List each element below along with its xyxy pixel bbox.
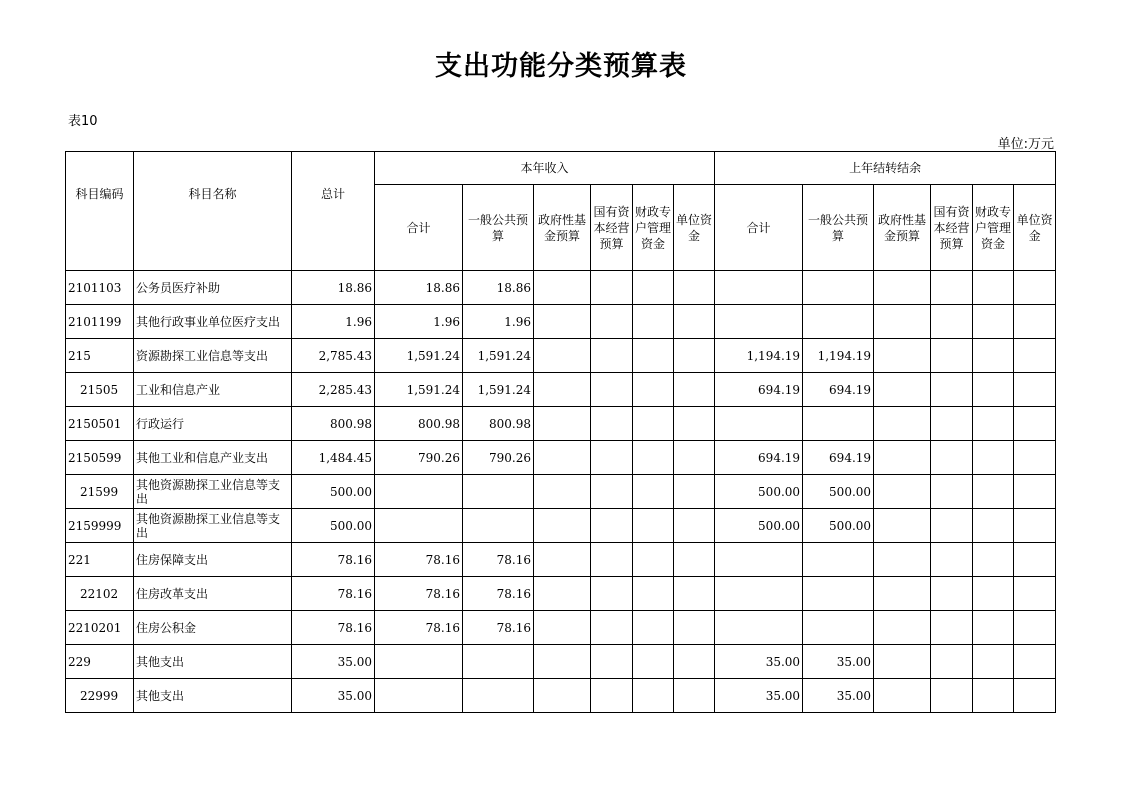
cell-prev-fund xyxy=(874,645,931,679)
cell-total: 78.16 xyxy=(292,543,375,577)
cell-name: 其他支出 xyxy=(134,645,292,679)
table-row xyxy=(66,679,1056,713)
cell-cur-unit-fund xyxy=(674,339,715,373)
table-row xyxy=(66,339,1056,373)
cell-prev-fund xyxy=(874,271,931,305)
cell-prev-unit-fund xyxy=(1014,271,1056,305)
cell-prev-fund xyxy=(874,339,931,373)
cell-code: 21505 xyxy=(66,373,134,407)
cell-name: 其他资源勘探工业信息等支出 xyxy=(134,475,292,509)
cell-prev-state-capital xyxy=(931,679,973,713)
table-row xyxy=(66,611,1056,645)
cell-cur-sum: 1.96 xyxy=(375,305,463,339)
cell-prev-special-fund xyxy=(973,441,1014,475)
cell-code: 2150501 xyxy=(66,407,134,441)
header-cur-state-capital: 国有资本经营预算 xyxy=(591,185,633,271)
cell-cur-sum xyxy=(375,475,463,509)
cell-prev-unit-fund xyxy=(1014,543,1056,577)
cell-total: 500.00 xyxy=(292,475,375,509)
cell-cur-sum: 790.26 xyxy=(375,441,463,475)
cell-prev-state-capital xyxy=(931,305,973,339)
cell-cur-state-capital xyxy=(591,339,633,373)
cell-cur-unit-fund xyxy=(674,543,715,577)
cell-prev-state-capital xyxy=(931,339,973,373)
header-total: 总计 xyxy=(292,152,375,271)
cell-prev-general xyxy=(803,271,874,305)
cell-cur-special-fund xyxy=(633,339,674,373)
cell-cur-special-fund xyxy=(633,271,674,305)
cell-prev-unit-fund xyxy=(1014,509,1056,543)
cell-prev-state-capital xyxy=(931,373,973,407)
cell-prev-sum xyxy=(715,271,803,305)
cell-cur-state-capital xyxy=(591,271,633,305)
table-row xyxy=(66,509,1056,543)
cell-cur-general: 1,591.24 xyxy=(463,339,534,373)
cell-cur-state-capital xyxy=(591,441,633,475)
cell-prev-general: 35.00 xyxy=(803,645,874,679)
header-prev-general: 一般公共预算 xyxy=(803,185,874,271)
cell-prev-state-capital xyxy=(931,645,973,679)
cell-prev-fund xyxy=(874,441,931,475)
cell-prev-sum: 500.00 xyxy=(715,509,803,543)
cell-cur-general: 1.96 xyxy=(463,305,534,339)
cell-code: 2101199 xyxy=(66,305,134,339)
cell-prev-special-fund xyxy=(973,475,1014,509)
cell-prev-state-capital xyxy=(931,271,973,305)
cell-code: 229 xyxy=(66,645,134,679)
cell-prev-sum xyxy=(715,577,803,611)
cell-cur-state-capital xyxy=(591,645,633,679)
cell-prev-fund xyxy=(874,543,931,577)
cell-cur-sum: 18.86 xyxy=(375,271,463,305)
cell-prev-unit-fund xyxy=(1014,611,1056,645)
cell-prev-special-fund xyxy=(973,305,1014,339)
cell-prev-special-fund xyxy=(973,611,1014,645)
table-row xyxy=(66,271,1056,305)
cell-cur-fund xyxy=(534,305,591,339)
header-cur-general: 一般公共预算 xyxy=(463,185,534,271)
cell-cur-unit-fund xyxy=(674,305,715,339)
cell-cur-special-fund xyxy=(633,441,674,475)
cell-cur-unit-fund xyxy=(674,271,715,305)
cell-cur-general: 18.86 xyxy=(463,271,534,305)
cell-prev-unit-fund xyxy=(1014,373,1056,407)
cell-cur-special-fund xyxy=(633,679,674,713)
cell-total: 2,285.43 xyxy=(292,373,375,407)
cell-total: 35.00 xyxy=(292,679,375,713)
cell-total: 18.86 xyxy=(292,271,375,305)
cell-cur-fund xyxy=(534,679,591,713)
cell-prev-sum xyxy=(715,611,803,645)
cell-code: 221 xyxy=(66,543,134,577)
cell-prev-general xyxy=(803,305,874,339)
table-row xyxy=(66,373,1056,407)
cell-prev-unit-fund xyxy=(1014,577,1056,611)
cell-prev-state-capital xyxy=(931,543,973,577)
cell-code: 215 xyxy=(66,339,134,373)
cell-cur-state-capital xyxy=(591,305,633,339)
header-current-income: 本年收入 xyxy=(375,152,715,185)
cell-cur-unit-fund xyxy=(674,373,715,407)
cell-name: 住房公积金 xyxy=(134,611,292,645)
cell-prev-unit-fund xyxy=(1014,645,1056,679)
cell-cur-special-fund xyxy=(633,611,674,645)
header-cur-unit-fund: 单位资金 xyxy=(674,185,715,271)
cell-prev-state-capital xyxy=(931,509,973,543)
cell-cur-sum: 78.16 xyxy=(375,543,463,577)
cell-name: 其他行政事业单位医疗支出 xyxy=(134,305,292,339)
cell-name: 资源勘探工业信息等支出 xyxy=(134,339,292,373)
cell-prev-special-fund xyxy=(973,339,1014,373)
cell-name: 其他工业和信息产业支出 xyxy=(134,441,292,475)
cell-total: 1,484.45 xyxy=(292,441,375,475)
cell-cur-fund xyxy=(534,373,591,407)
cell-prev-sum: 694.19 xyxy=(715,373,803,407)
cell-name: 住房保障支出 xyxy=(134,543,292,577)
cell-prev-special-fund xyxy=(973,407,1014,441)
cell-cur-fund xyxy=(534,339,591,373)
cell-cur-unit-fund xyxy=(674,407,715,441)
table-number: 表10 xyxy=(68,114,98,129)
cell-prev-state-capital xyxy=(931,407,973,441)
cell-cur-general: 800.98 xyxy=(463,407,534,441)
cell-prev-fund xyxy=(874,577,931,611)
table-body xyxy=(66,271,1056,713)
cell-code: 2159999 xyxy=(66,509,134,543)
cell-total: 35.00 xyxy=(292,645,375,679)
cell-name: 其他支出 xyxy=(134,679,292,713)
table-row xyxy=(66,577,1056,611)
header-prev-special-fund: 财政专户管理资金 xyxy=(973,185,1014,271)
cell-name: 住房改革支出 xyxy=(134,577,292,611)
cell-cur-sum xyxy=(375,645,463,679)
cell-prev-general: 694.19 xyxy=(803,373,874,407)
cell-cur-sum: 800.98 xyxy=(375,407,463,441)
cell-total: 2,785.43 xyxy=(292,339,375,373)
cell-prev-special-fund xyxy=(973,543,1014,577)
cell-cur-special-fund xyxy=(633,509,674,543)
table-row xyxy=(66,645,1056,679)
cell-prev-fund xyxy=(874,305,931,339)
cell-prev-special-fund xyxy=(973,373,1014,407)
cell-prev-general: 35.00 xyxy=(803,679,874,713)
cell-cur-special-fund xyxy=(633,305,674,339)
cell-total: 78.16 xyxy=(292,577,375,611)
page-title: 支出功能分类预算表 xyxy=(435,51,687,82)
header-carryover: 上年结转结余 xyxy=(715,152,1056,185)
cell-prev-general: 500.00 xyxy=(803,509,874,543)
table-row xyxy=(66,407,1056,441)
cell-cur-state-capital xyxy=(591,577,633,611)
cell-prev-unit-fund xyxy=(1014,475,1056,509)
cell-code: 2210201 xyxy=(66,611,134,645)
cell-cur-unit-fund xyxy=(674,509,715,543)
cell-prev-fund xyxy=(874,475,931,509)
cell-cur-special-fund xyxy=(633,543,674,577)
cell-cur-state-capital xyxy=(591,509,633,543)
cell-prev-general: 694.19 xyxy=(803,441,874,475)
cell-cur-unit-fund xyxy=(674,577,715,611)
cell-cur-sum: 78.16 xyxy=(375,577,463,611)
cell-prev-unit-fund xyxy=(1014,679,1056,713)
cell-code: 2150599 xyxy=(66,441,134,475)
cell-cur-unit-fund xyxy=(674,645,715,679)
cell-cur-state-capital xyxy=(591,543,633,577)
header-code: 科目编码 xyxy=(66,152,134,271)
cell-cur-general: 78.16 xyxy=(463,543,534,577)
cell-cur-unit-fund xyxy=(674,611,715,645)
header-prev-unit-fund: 单位资金 xyxy=(1014,185,1056,271)
cell-prev-fund xyxy=(874,373,931,407)
header-cur-fund: 政府性基金预算 xyxy=(534,185,591,271)
cell-cur-fund xyxy=(534,407,591,441)
cell-total: 1.96 xyxy=(292,305,375,339)
cell-prev-fund xyxy=(874,679,931,713)
cell-prev-sum: 500.00 xyxy=(715,475,803,509)
cell-code: 2101103 xyxy=(66,271,134,305)
unit-label: 单位:万元 xyxy=(997,137,1054,152)
cell-prev-special-fund xyxy=(973,645,1014,679)
cell-prev-general: 500.00 xyxy=(803,475,874,509)
cell-prev-fund xyxy=(874,611,931,645)
cell-prev-state-capital xyxy=(931,441,973,475)
cell-cur-state-capital xyxy=(591,679,633,713)
cell-code: 21599 xyxy=(66,475,134,509)
cell-prev-state-capital xyxy=(931,611,973,645)
header-prev-state-capital: 国有资本经营预算 xyxy=(931,185,973,271)
cell-cur-unit-fund xyxy=(674,475,715,509)
table-row xyxy=(66,305,1056,339)
cell-prev-special-fund xyxy=(973,509,1014,543)
cell-cur-special-fund xyxy=(633,475,674,509)
cell-prev-special-fund xyxy=(973,271,1014,305)
cell-prev-unit-fund xyxy=(1014,339,1056,373)
cell-prev-fund xyxy=(874,407,931,441)
cell-cur-state-capital xyxy=(591,373,633,407)
cell-cur-fund xyxy=(534,577,591,611)
header-name: 科目名称 xyxy=(134,152,292,271)
cell-total: 500.00 xyxy=(292,509,375,543)
cell-prev-general: 1,194.19 xyxy=(803,339,874,373)
cell-prev-sum xyxy=(715,543,803,577)
cell-cur-general xyxy=(463,509,534,543)
cell-total: 78.16 xyxy=(292,611,375,645)
cell-cur-state-capital xyxy=(591,611,633,645)
cell-cur-fund xyxy=(534,441,591,475)
cell-cur-special-fund xyxy=(633,645,674,679)
cell-cur-general: 78.16 xyxy=(463,611,534,645)
cell-cur-special-fund xyxy=(633,373,674,407)
cell-prev-unit-fund xyxy=(1014,305,1056,339)
cell-cur-sum xyxy=(375,509,463,543)
cell-cur-special-fund xyxy=(633,407,674,441)
cell-cur-general: 790.26 xyxy=(463,441,534,475)
cell-prev-sum: 35.00 xyxy=(715,645,803,679)
cell-cur-sum: 1,591.24 xyxy=(375,339,463,373)
table-row xyxy=(66,441,1056,475)
header-prev-sum: 合计 xyxy=(715,185,803,271)
cell-prev-sum: 1,194.19 xyxy=(715,339,803,373)
cell-cur-fund xyxy=(534,543,591,577)
table-row xyxy=(66,475,1056,509)
cell-cur-general xyxy=(463,645,534,679)
cell-cur-special-fund xyxy=(633,577,674,611)
cell-cur-sum xyxy=(375,679,463,713)
cell-name: 行政运行 xyxy=(134,407,292,441)
cell-name: 其他资源勘探工业信息等支出 xyxy=(134,509,292,543)
cell-total: 800.98 xyxy=(292,407,375,441)
cell-prev-state-capital xyxy=(931,475,973,509)
cell-cur-general: 78.16 xyxy=(463,577,534,611)
header-cur-special-fund: 财政专户管理资金 xyxy=(633,185,674,271)
cell-cur-fund xyxy=(534,611,591,645)
cell-prev-fund xyxy=(874,509,931,543)
cell-cur-sum: 78.16 xyxy=(375,611,463,645)
cell-prev-sum xyxy=(715,305,803,339)
cell-name: 工业和信息产业 xyxy=(134,373,292,407)
cell-cur-state-capital xyxy=(591,475,633,509)
cell-cur-general: 1,591.24 xyxy=(463,373,534,407)
cell-code: 22102 xyxy=(66,577,134,611)
header-prev-fund: 政府性基金预算 xyxy=(874,185,931,271)
cell-cur-unit-fund xyxy=(674,679,715,713)
cell-cur-fund xyxy=(534,475,591,509)
cell-cur-general xyxy=(463,679,534,713)
cell-code: 22999 xyxy=(66,679,134,713)
cell-cur-fund xyxy=(534,645,591,679)
cell-cur-unit-fund xyxy=(674,441,715,475)
cell-cur-fund xyxy=(534,509,591,543)
table-row xyxy=(66,543,1056,577)
cell-cur-general xyxy=(463,475,534,509)
budget-table xyxy=(65,151,1056,713)
cell-prev-general xyxy=(803,577,874,611)
cell-prev-sum: 35.00 xyxy=(715,679,803,713)
cell-prev-sum xyxy=(715,407,803,441)
cell-prev-general xyxy=(803,543,874,577)
cell-cur-fund xyxy=(534,271,591,305)
cell-prev-general xyxy=(803,611,874,645)
cell-prev-special-fund xyxy=(973,679,1014,713)
cell-prev-general xyxy=(803,407,874,441)
cell-prev-state-capital xyxy=(931,577,973,611)
cell-cur-sum: 1,591.24 xyxy=(375,373,463,407)
cell-prev-sum: 694.19 xyxy=(715,441,803,475)
cell-prev-special-fund xyxy=(973,577,1014,611)
cell-name: 公务员医疗补助 xyxy=(134,271,292,305)
cell-cur-state-capital xyxy=(591,407,633,441)
cell-prev-unit-fund xyxy=(1014,441,1056,475)
cell-prev-unit-fund xyxy=(1014,407,1056,441)
header-cur-sum: 合计 xyxy=(375,185,463,271)
